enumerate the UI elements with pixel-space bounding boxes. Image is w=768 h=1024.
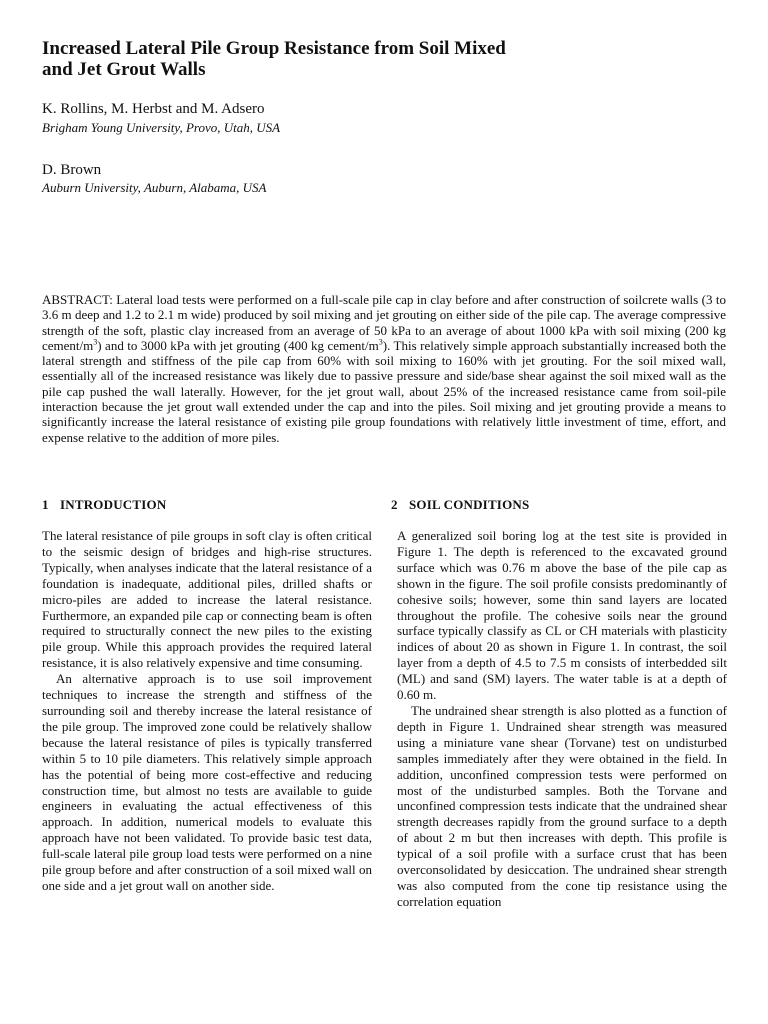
body-paragraph: The undrained shear strength is also plotted as a function of depth in Figure 1. Undrained shear strength was measured using a miniature vane shear (Torvane) test on undisturbed samples immediately after they were obtained in the field. In addition, unconfined compression tests were performed on most of the undisturbed samples. Both the Torvane and unconfined compression tests indicate that the undrained shear strength decreases rapidly from the ground surface to a depth of about 2 m but then increases with depth. This profile is typical of a soil profile with a surface crust that has been overconsolidated by desiccation. The undrained shear strength was also computed from the cone tip resistance using the correlation equation bbox=[397, 702, 727, 909]
body-paragraph: An alternative approach is to use soil improvement techniques to increase the strength and stiffness of the surrounding soil and thereby increase the lateral resistance of the pile group. The improved zone could be relatively shallow because the lateral resistance of piles is typically transferred within 5 to 10 pile diameters. This relatively simple approach has the potential of being more cost-effective and reducing construction time, but almost no tests are available to guide engineers in evaluating the actual effectiveness of this approach. In addition, numerical models to evaluate this approach have not been validated. To provide basic test data, full-scale lateral pile group load tests were performed on a nine pile group before and after construction of a soil mixed wall on one side and a jet grout wall on another side. bbox=[42, 671, 372, 893]
section-heading bbox=[391, 497, 529, 513]
author-names: K. Rollins, M. Herbst and M. Adsero bbox=[42, 101, 265, 117]
left-column bbox=[42, 528, 372, 894]
section-heading bbox=[42, 497, 166, 513]
section-title: SOIL CONDITIONS bbox=[409, 497, 530, 512]
section-number: 1 bbox=[42, 497, 49, 512]
right-column bbox=[397, 528, 727, 910]
author-names: D. Brown bbox=[42, 162, 102, 178]
superscript: 3 bbox=[378, 337, 383, 347]
abstract-text: ABSTRACT: Lateral load tests were performed on a full-scale pile cap in clay before and after construction of soilcrete walls (3 to 3.6 m deep and 1.2 to 2.1 m wide) produced by soil mixing and jet grouting on either side of the pile cap. The average compressive strength of the soft, plastic clay increased from an average of 50 kPa to an average of about 1000 kPa with soil mixing (200 kg cement/m bbox=[42, 292, 726, 353]
section-title: INTRODUCTION bbox=[60, 497, 167, 512]
title-line: Increased Lateral Pile Group Resistance from Soil Mixed bbox=[42, 38, 506, 59]
body-paragraph: The lateral resistance of pile groups in soft clay is often critical to the seismic design of bridges and high-rise structures. Typically, when analyses indicate that the lateral resistance of a foundation is inadequate, additional piles, drilled shafts or micro-piles are added to increase the lateral resistance. Furthermore, an expanded pile cap or connecting beam is often required to structurally connect the new piles to the existing pile group. While this approach provides the required lateral resistance, it is also relatively expensive and time consuming. bbox=[42, 528, 372, 671]
abstract bbox=[42, 292, 726, 445]
author-affiliation: Brigham Young University, Provo, Utah, USA bbox=[42, 120, 281, 135]
abstract-text: ) and to 3000 kPa with jet grouting (400 kg cement/m bbox=[97, 337, 379, 353]
abstract-text: ). This relatively simple approach substantially increased both the lateral strength and stiffness of the pile cap from 60% with soil mixing to 160% with jet grouting. For the soil mixed wall, essentially all of the increased resistance was likely due to passive pressure and side/base shear against the soil mixed wall as the pile cap pushed the wall laterally. However, for the jet grout wall, about 25% of the increased resistance came from soil-pile interaction because the jet grout wall extended under the cap and into the piles. Soil mixing and jet grouting provide a means to significantly increase the lateral resistance of existing pile group foundations with relatively little investment of time, effort, and expense relative to the addition of more piles. bbox=[42, 337, 726, 445]
author-affiliation: Auburn University, Auburn, Alabama, USA bbox=[42, 180, 267, 195]
paper-title bbox=[42, 38, 682, 80]
body-paragraph: A generalized soil boring log at the test site is provided in Figure 1. The depth is referenced to the excavated ground surface which was 0.76 m above the base of the pile cap as shown in the figure. The soil profile consists predominantly of cohesive soils; however, some thin sand layers are located throughout the profile. The cohesive soils near the ground surface typically classify as CL or CH materials with plasticity indices of about 20 as shown in Figure 1. In contrast, the soil layer from a depth of 4.5 to 7.5 m consists of interbedded silt (ML) and sand (SM) layers. The water table is at a depth of 0.60 m. bbox=[397, 528, 727, 703]
title-line: and Jet Grout Walls bbox=[42, 59, 206, 80]
section-number: 2 bbox=[391, 497, 398, 512]
superscript: 3 bbox=[93, 337, 98, 347]
